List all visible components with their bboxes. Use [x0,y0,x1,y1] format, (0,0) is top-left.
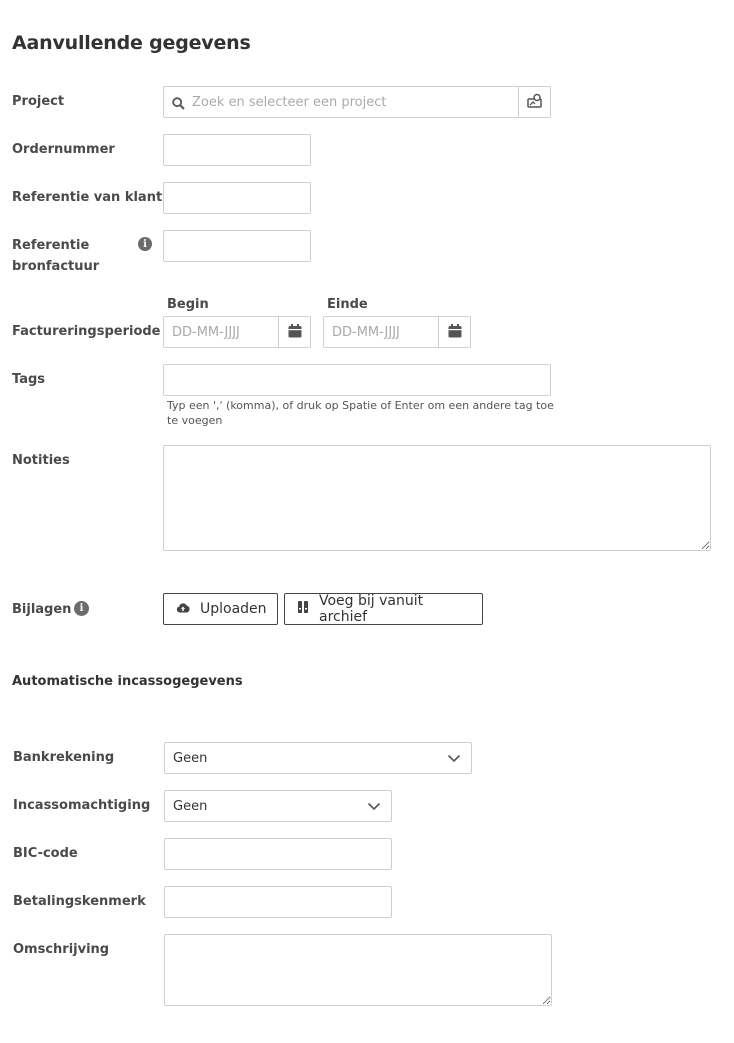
upload-button[interactable] [163,593,278,625]
upload-button-label: Uploaden [200,601,267,617]
info-icon[interactable]: i [138,237,152,251]
period-end-field[interactable] [323,316,471,348]
project-search-input[interactable] [164,87,550,117]
chevron-down-icon [447,752,461,768]
calendar-icon [448,323,462,342]
add-from-archive-button[interactable] [284,593,483,625]
direct-debit-section-title: Automatische incassogegevens [12,674,243,689]
mandate-value: Geen [173,798,208,814]
project-picker-button[interactable] [518,87,550,117]
tags-input[interactable] [164,365,550,395]
cloud-upload-icon [176,601,190,617]
project-search-field[interactable] [163,86,551,118]
info-icon[interactable]: i [74,601,89,616]
period-begin-field[interactable] [163,316,311,348]
bic-field[interactable] [164,838,392,870]
notes-textarea[interactable] [164,446,710,550]
period-begin-calendar-button[interactable] [278,317,310,347]
period-end-calendar-button[interactable] [438,317,470,347]
notes-label: Notities [12,453,70,468]
bank-account-value: Geen [173,750,208,766]
mandate-select[interactable] [164,790,392,822]
source-invoice-label-line1: Referentie [12,238,90,253]
bic-label: BIC-code [13,846,78,861]
project-picker-icon [527,93,543,112]
order-number-label: Ordernummer [12,142,115,157]
payment-reference-input[interactable] [165,887,391,917]
tags-label: Tags [12,372,46,387]
archive-icon [297,601,309,617]
client-reference-field[interactable] [163,182,311,214]
source-invoice-label-line2: bronfactuur [12,259,100,274]
description-textarea[interactable] [165,935,551,1005]
bank-account-select[interactable] [164,742,472,774]
mandate-label: Incassomachtiging [13,798,151,813]
order-number-input[interactable] [164,135,310,165]
client-reference-input[interactable] [164,183,310,213]
period-end-label: Einde [327,297,368,312]
bic-input[interactable] [165,839,391,869]
project-label: Project [12,94,65,109]
archive-button-label: Voeg bij vanuit archief [319,593,424,625]
page-title: Aanvullende gegevens [12,32,251,54]
period-begin-label: Begin [167,297,209,312]
description-field[interactable] [164,934,552,1006]
attachments-label: Bijlagen [12,602,72,617]
description-label: Omschrijving [13,942,110,957]
client-reference-label: Referentie van klant [12,190,163,205]
calendar-icon [288,323,302,342]
payment-reference-field[interactable] [164,886,392,918]
bank-account-label: Bankrekening [13,750,115,765]
chevron-down-icon [367,800,381,816]
billing-period-label: Factureringsperiode [12,324,161,339]
notes-field[interactable] [163,445,711,551]
source-invoice-input[interactable] [164,231,310,261]
search-icon [172,95,185,114]
order-number-field[interactable] [163,134,311,166]
source-invoice-field[interactable] [163,230,311,262]
tags-field[interactable] [163,364,551,396]
tags-hint: Typ een ',' (komma), of druk op Spatie of Enter om een andere tag toe te voegen [167,399,554,427]
payment-reference-label: Betalingskenmerk [13,894,146,909]
